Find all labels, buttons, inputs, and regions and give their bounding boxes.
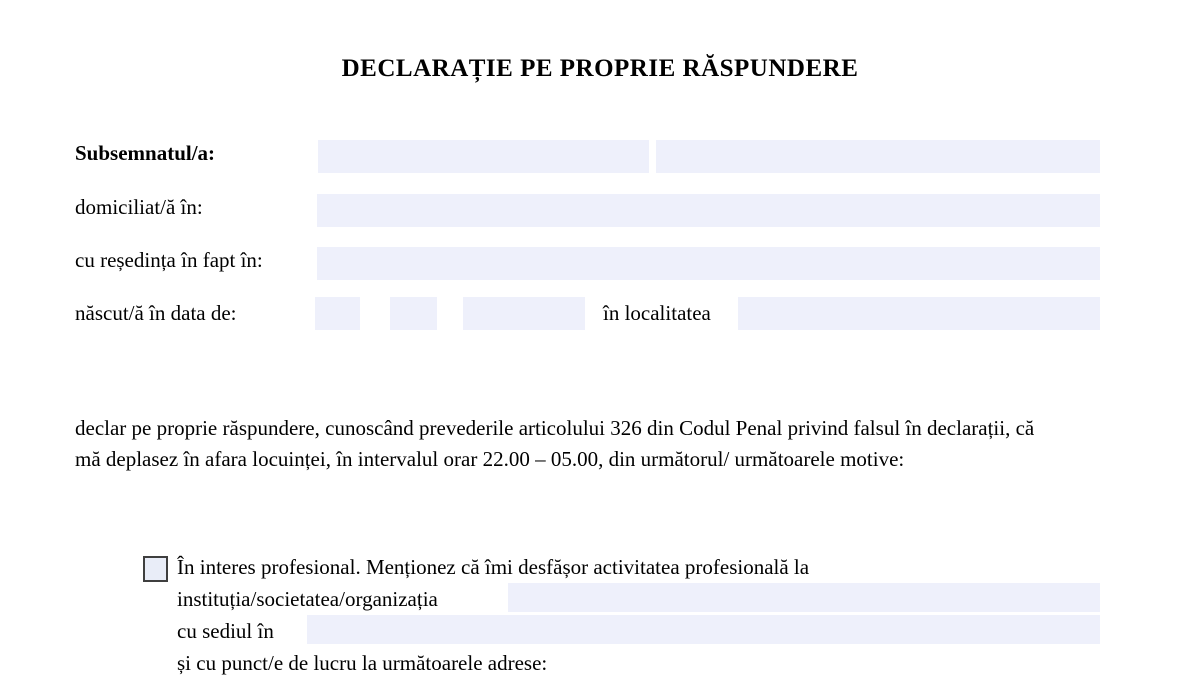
subsemnatul-input-2[interactable] xyxy=(656,140,1100,173)
domiciliat-label: domiciliat/ă în: xyxy=(75,195,203,219)
professional-line1: În interes profesional. Menționez că îmi desfășor activitatea profesională la xyxy=(177,555,810,579)
sediul-label: cu sediul în xyxy=(177,619,274,643)
birth-month-input[interactable] xyxy=(390,297,437,330)
domiciliat-input[interactable] xyxy=(317,194,1100,227)
punct-lucru-label: și cu punct/e de lucru la următoarele adrese: xyxy=(177,651,548,675)
page-title: DECLARAȚIE PE PROPRIE RĂSPUNDERE xyxy=(341,55,859,82)
institutia-input[interactable] xyxy=(508,583,1100,612)
institutia-label: instituția/societatea/organizația xyxy=(177,587,438,611)
birth-day-input[interactable] xyxy=(315,297,360,330)
subsemnatul-label: Subsemnatul/a: xyxy=(75,141,216,165)
birth-localitate-input[interactable] xyxy=(738,297,1100,330)
nascut-label: născut/ă în data de: xyxy=(75,301,237,325)
localitatea-label: în localitatea xyxy=(603,301,711,325)
resedinta-label: cu reședința în fapt în: xyxy=(75,248,263,272)
resedinta-input[interactable] xyxy=(317,247,1100,280)
subsemnatul-input-1[interactable] xyxy=(318,140,649,173)
professional-interest-checkbox[interactable] xyxy=(143,556,168,582)
birth-year-input[interactable] xyxy=(463,297,585,330)
sediul-input[interactable] xyxy=(307,615,1100,644)
declaration-paragraph: declar pe proprie răspundere, cunoscând prevederile articolului 326 din Codul Penal privind falsul în declarații, că mă deplasez în afara locuinței, în intervalul orar 22.00 – 05.00, din următorul/ următoarele motive: xyxy=(75,416,1035,471)
